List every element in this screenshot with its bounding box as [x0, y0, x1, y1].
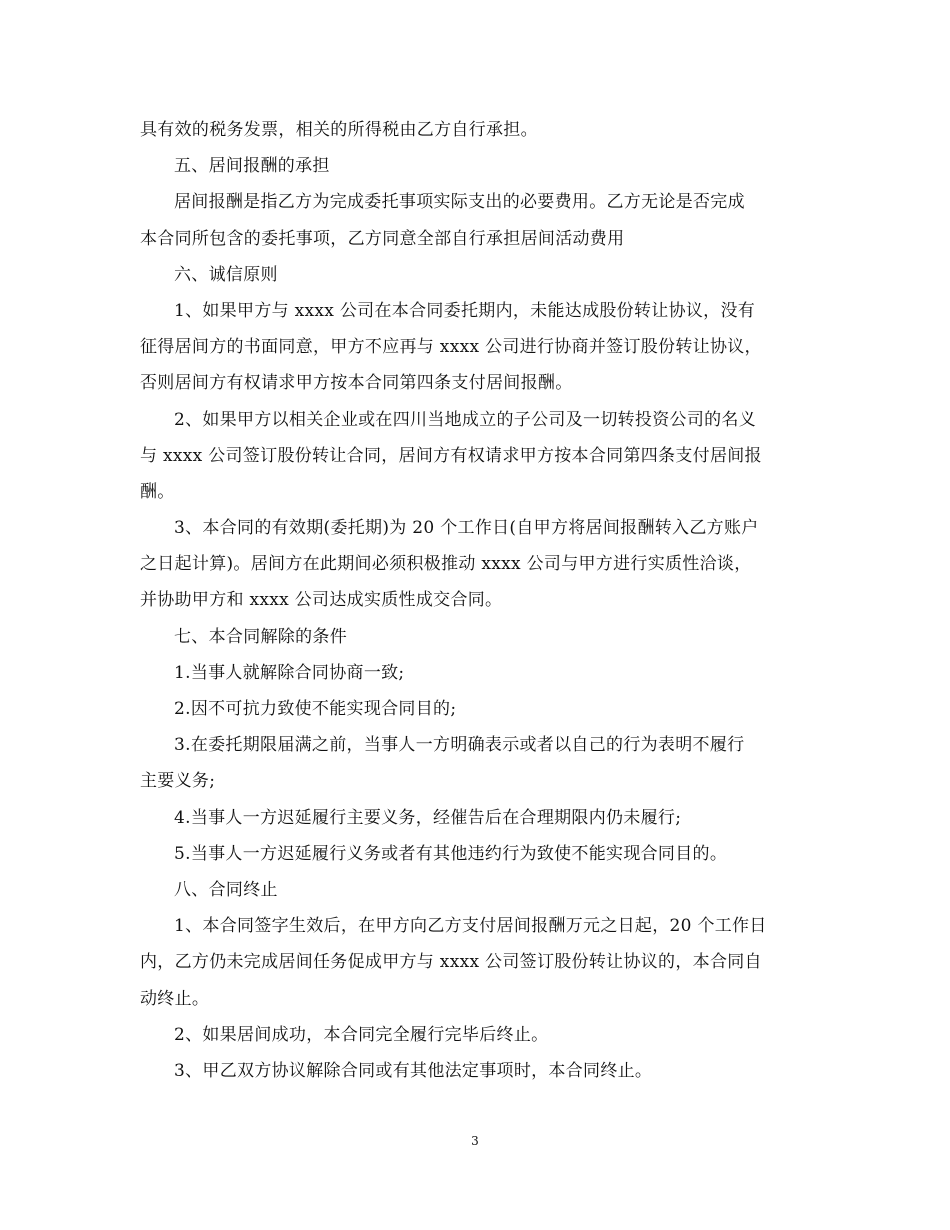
- text-line: 2、如果居间成功，本合同完全履行完毕后终止。: [174, 1024, 549, 1045]
- page-number: 3: [471, 1134, 479, 1148]
- text-line: 与 xxxx 公司签订股份转让合同，居间方有权请求甲方按本合同第四条支付居间报: [140, 445, 762, 466]
- text-line: 并协助甲方和 xxxx 公司达成实质性成交合同。: [140, 590, 503, 611]
- text-line: 八、合同终止: [174, 879, 278, 900]
- text-line: 4.当事人一方迟延履行主要义务，经催告后在合理期限内仍未履行;: [174, 807, 682, 828]
- text-line: 主要义务;: [140, 771, 216, 792]
- text-line: 1.当事人就解除合同协商一致;: [174, 662, 405, 683]
- text-line: 2、如果甲方以相关企业或在四川当地成立的子公司及一切转投资公司的名义: [174, 409, 757, 430]
- text-line: 居间报酬是指乙方为完成委托事项实际支出的必要费用。乙方无论是否完成: [174, 192, 745, 213]
- text-line: 3、本合同的有效期(委托期)为 20 个工作日(自甲方将居间报酬转入乙方账户: [174, 518, 759, 539]
- text-line: 否则居间方有权请求甲方按本合同第四条支付居间报酬。: [140, 373, 573, 394]
- document-body: [140, 112, 810, 1089]
- text-line: 本合同所包含的委托事项，乙方同意全部自行承担居间活动费用: [140, 228, 625, 249]
- text-line: 内，乙方仍未完成居间任务促成甲方与 xxxx 公司签订股份转让协议的，本合同自: [140, 952, 762, 973]
- text-line: 3.在委托期限届满之前，当事人一方明确表示或者以自己的行为表明不履行: [174, 735, 745, 756]
- text-line: 2.因不可抗力致使不能实现合同目的;: [174, 699, 457, 719]
- text-line: 动终止。: [140, 988, 210, 1009]
- text-line: 具有效的税务发票，相关的所得税由乙方自行承担。: [140, 120, 538, 140]
- text-line: 酬。: [140, 481, 175, 502]
- text-line: 5.当事人一方迟延履行义务或者有其他违约行为致使不能实现合同目的。: [174, 843, 728, 864]
- text-line: 六、诚信原则: [174, 264, 278, 285]
- text-line: 3、甲乙双方协议解除合同或有其他法定事项时，本合同终止。: [174, 1060, 653, 1081]
- text-line: 五、居间报酬的承担: [174, 156, 330, 177]
- text-line: 1、本合同签字生效后，在甲方向乙方支付居间报酬万元之日起，20 个工作日: [174, 916, 767, 937]
- text-line: 七、本合同解除的条件: [174, 626, 347, 647]
- text-line: 征得居间方的书面同意，甲方不应再与 xxxx 公司进行协商并签订股份转让协议，: [140, 337, 762, 358]
- text-line: 1、如果甲方与 xxxx 公司在本合同委托期内，未能达成股份转让协议，没有: [174, 300, 756, 321]
- text-line: 之日起计算)。居间方在此期间必须积极推动 xxxx 公司与甲方进行实质性洽谈，: [140, 554, 752, 575]
